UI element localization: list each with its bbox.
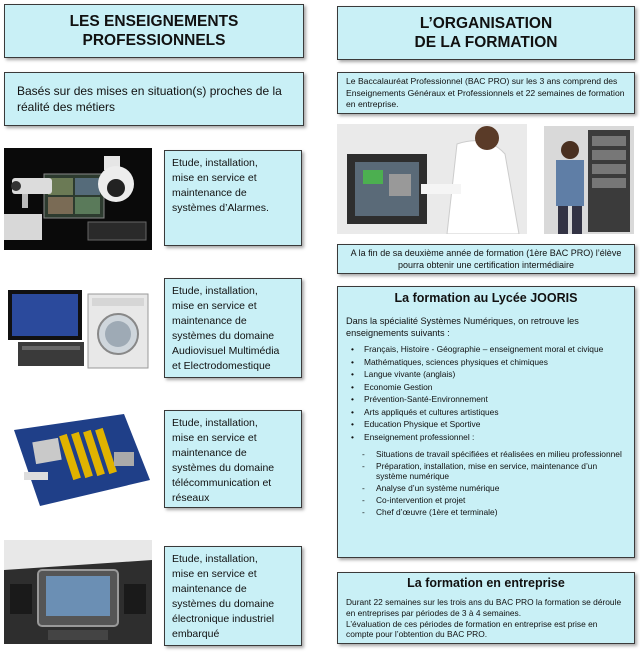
audiovisual-appliance-image xyxy=(4,284,152,370)
right-header: L’ORGANISATION DE LA FORMATION xyxy=(337,6,635,60)
lycee-box xyxy=(337,286,635,558)
subjects-list xyxy=(346,344,626,443)
technician-rack-image xyxy=(544,126,634,234)
entreprise-text: Durant 22 semaines sur les trois ans du BAC PRO la formation se déroule en entreprises par périodes de 3 à 4 semaines. L’évaluation de ces périodes de formation en entreprise est prise en compte pour l’obtention du BAC PRO. xyxy=(346,597,622,640)
subject-item: • Mathématiques, sciences physiques et chimiques xyxy=(346,357,626,368)
lycee-title: La formation au Lycée JOORIS xyxy=(394,291,578,305)
telecom-text: Etude, installation, mise en service et maintenance de systèmes du domaine télécommunication et réseaux xyxy=(164,410,302,508)
motherboard-image xyxy=(4,410,152,510)
technician-computer-image xyxy=(337,124,527,234)
professional-subject-item: - Analyse d’un système numérique xyxy=(346,483,626,494)
audiovisual-text: Etude, installation, mise en service et maintenance de systèmes du domaine Audiovisuel Multimédia et Electrodomestique xyxy=(164,278,302,378)
entreprise-box xyxy=(337,572,635,644)
subject-item: • Education Physique et Sportive xyxy=(346,419,626,430)
subject-item: • Langue vivante (anglais) xyxy=(346,369,626,380)
professional-subject-item: - Co-intervention et projet xyxy=(346,495,626,506)
left-intro xyxy=(4,72,304,126)
certification-box xyxy=(337,244,635,274)
right-intro-text: Le Baccalauréat Professionnel (BAC PRO) sur les 3 ans comprend des Enseignements Généraux et Professionnels et 22 semaines de formation en entreprise. xyxy=(346,76,625,109)
subject-item: • Prévention-Santé-Environnement xyxy=(346,394,626,405)
subject-item: • Français, Histoire - Géographie – enseignement moral et civique xyxy=(346,344,626,355)
car-dashboard-image xyxy=(4,540,152,644)
certification-text: A la fin de sa deuxième année de formation (1ère BAC PRO) l’élève pourra obtenir une certification intermédiaire xyxy=(350,248,622,270)
lycee-intro: Dans la spécialité Systèmes Numériques, on retrouve les enseignements suivants : xyxy=(346,316,579,338)
right-intro xyxy=(337,72,635,114)
subject-item: • Arts appliqués et cultures artistiques xyxy=(346,407,626,418)
professional-subjects-list xyxy=(346,449,626,518)
subject-item: • Economie Gestion xyxy=(346,382,626,393)
entreprise-title: La formation en entreprise xyxy=(407,576,565,590)
subject-item: • Enseignement professionnel : xyxy=(346,432,626,443)
left-intro-text: Basés sur des mises en situation(s) proches de la réalité des métiers xyxy=(17,84,282,114)
alarm-systems-image xyxy=(4,148,152,250)
professional-subject-item: - Chef d’œuvre (1ère et terminale) xyxy=(346,507,626,518)
embedded-electronics-text: Etude, installation, mise en service et maintenance de systèmes du domaine électronique industriel embarqué xyxy=(164,546,302,646)
left-header: LES ENSEIGNEMENTS PROFESSIONNELS xyxy=(4,4,304,58)
professional-subject-item: - Préparation, installation, mise en service, maintenance d’un système numérique xyxy=(346,461,626,482)
alarm-systems-text: Etude, installation, mise en service et maintenance de systèmes d’Alarmes. xyxy=(164,150,302,246)
professional-subject-item: - Situations de travail spécifiées et réalisées en milieu professionnel xyxy=(346,449,626,460)
